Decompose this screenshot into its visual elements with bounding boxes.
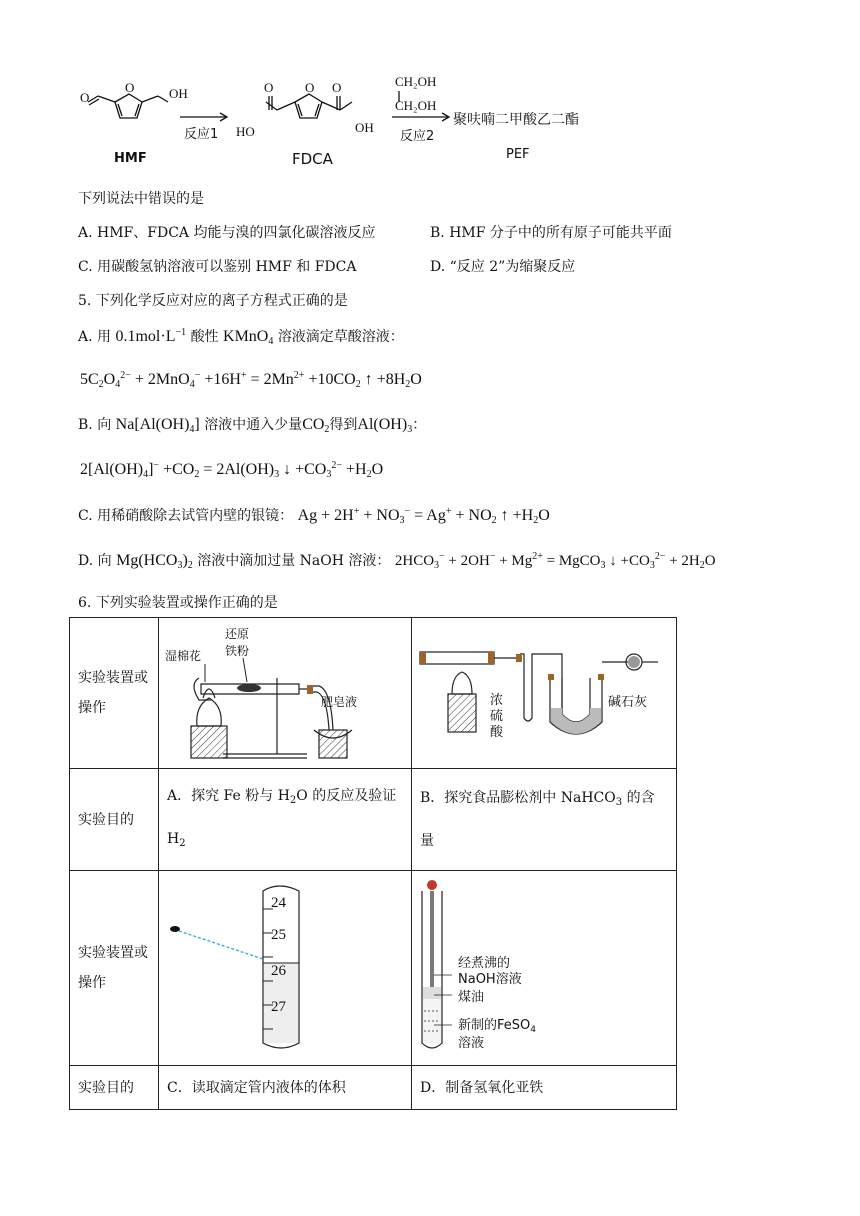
q4-option-c: C. 用碳酸氢钠溶液可以鉴别 HMF 和 FDCA — [78, 259, 357, 275]
figure-d-cell — [412, 871, 677, 1066]
q5-a-kmno4: KMnO — [223, 328, 269, 345]
fig-a-soap: 肥皂液 — [321, 695, 358, 709]
q5-option-b: B. 向 $Na[Al(OH)_4]$ 溶液中通入少量$CO_2$得到$Al(OH)_3$： — [78, 416, 427, 435]
fig-c-tick-25: 25 — [271, 927, 286, 943]
q5-a-mid: 酸性 — [190, 329, 219, 345]
row-label-setup-2: 实验装置或操作 — [70, 871, 159, 1066]
hmf-o: O — [80, 90, 90, 105]
q5-b-prefix: B. 向 — [78, 417, 112, 433]
hmf-ring-o: O — [125, 80, 135, 95]
q5-a-end: 溶液滴定草酸溶液： — [277, 329, 404, 345]
figure-d-apparatus — [412, 871, 676, 1061]
fig-d-naoh-1: 经煮沸的 — [458, 956, 511, 971]
fig-a-iron-2: 铁粉 — [225, 644, 250, 658]
figure-a-apparatus — [159, 618, 411, 764]
q5-option-d: D. 向 $Mg(HCO_3)_2$ 溶液中滴加过量 NaOH 溶液： $2HCO_3^- + 2OH^- + Mg^{2+}$ = MgCO$_3$ ↓ $+CO_3^{2-} + 2H_2O$ — [78, 551, 716, 571]
q6-stem: 6. 下列实验装置或操作正确的是 — [78, 595, 278, 611]
fig-b-acid-3: 酸 — [490, 725, 504, 740]
fig-a-iron-1: 还原 — [225, 627, 250, 641]
q4-option-b: B. HMF 分子中的所有原子可能共平面 — [430, 225, 672, 241]
fig-b-acid-2: 硫 — [490, 709, 504, 724]
q4-option-a: A. HMF、FDCA 均能与溴的四氯化碳溶液反应 — [78, 225, 376, 241]
figure-c-cell — [159, 871, 412, 1066]
figure-c-burette — [159, 871, 411, 1061]
fdca-o-right: O — [332, 80, 342, 95]
reaction2-label: 反应2 — [400, 129, 435, 144]
fig-d-kerosene: 煤油 — [458, 990, 485, 1005]
hmf-oh: OH — [169, 86, 188, 101]
hmf-label: HMF — [114, 151, 147, 166]
eye-icon — [170, 926, 180, 932]
q5-b-end: 得到 — [329, 417, 358, 433]
fdca-oh: OH — [355, 120, 374, 135]
reagent-line1: CH₂OH — [395, 74, 437, 89]
q5-d-prefix: D. 向 — [78, 553, 112, 569]
figure-a-cell — [159, 618, 412, 769]
q5-b-equation: $2[Al(OH)_4]^- +CO_2 = 2Al(OH)_3$ ↓ $+CO_3^{2-} +H_2O$ — [80, 460, 384, 480]
row-label-purpose-2: 实验目的 — [70, 1066, 159, 1110]
fdca-ring-o: O — [305, 80, 315, 95]
q4-option-d: D. “反应 2”为缩聚反应 — [430, 259, 576, 275]
reaction1-label: 反应1 — [184, 127, 219, 142]
figure-b-apparatus — [412, 618, 676, 764]
purpose-c: C．读取滴定管内液体的体积 — [159, 1066, 412, 1110]
q5-stem: 5. 下列化学反应对应的离子方程式正确的是 — [78, 293, 348, 309]
q5-option-c: C. 用稀硝酸除去试管内壁的银镜： $Ag + 2H^+ + NO_3^- = Ag^+ + NO_2$ ↑ $+H_2O$ — [78, 506, 550, 526]
q5-a-equation: $5C_2O_4^{2-} + 2MnO_4^- +16H^+ = 2Mn^{2+} +10CO_2$ ↑ $+8H_2O$ — [80, 370, 422, 390]
purpose-a: A．探究 Fe 粉与 $H_2O$ 的反应及验证 $H_2$ — [159, 769, 412, 871]
row-label-purpose-1: 实验目的 — [70, 769, 159, 871]
purpose-b: B．探究食品膨松剂中 NaHCO$_3$ 的含量 — [412, 769, 677, 871]
fig-c-tick-24: 24 — [271, 895, 286, 911]
fig-c-tick-26: 26 — [271, 963, 286, 979]
reagent-line2: CH₂OH — [395, 98, 437, 113]
fig-d-feso4-1: 新制的FeSO$_4$ — [458, 1018, 536, 1035]
product-name: 聚呋喃二甲酸乙二酯 — [453, 112, 579, 128]
q5-d-mid: 溶液中滴加过量 NaOH 溶液： — [197, 553, 391, 569]
q5-a-prefix: A. 用 — [78, 329, 112, 345]
reaction-scheme — [70, 66, 630, 176]
fig-a-wet-cotton: 湿棉花 — [165, 649, 202, 663]
fig-d-feso4-2: 溶液 — [458, 1036, 485, 1051]
purpose-d: D．制备氢氧化亚铁 — [412, 1066, 677, 1110]
fig-d-naoh-2: NaOH溶液 — [458, 972, 522, 987]
fdca-ho: HO — [236, 124, 255, 139]
fdca-o-left: O — [264, 80, 274, 95]
q5-c-text: C. 用稀硝酸除去试管内壁的银镜： — [78, 508, 294, 524]
row-label-setup-1: 实验装置或操作 — [70, 618, 159, 769]
fig-c-tick-27: 27 — [271, 999, 286, 1015]
q5-a-conc: 0.1mol·L — [115, 328, 176, 345]
product-abbr: PEF — [506, 147, 530, 162]
fig-b-acid-1: 浓 — [490, 693, 504, 708]
figure-b-cell — [412, 618, 677, 769]
fig-b-soda-lime: 碱石灰 — [608, 695, 648, 710]
fdca-label: FDCA — [292, 150, 333, 168]
experiment-table — [69, 617, 677, 1110]
q5-option-a: A. 用 $0.1mol\cdot L^{-1}$ 酸性 KMnO$_4$ 溶液滴定草酸溶液： — [78, 327, 404, 347]
q4-stem: 下列说法中错误的是 — [78, 191, 204, 207]
q5-b-mid: 溶液中通入少量 — [204, 417, 303, 433]
